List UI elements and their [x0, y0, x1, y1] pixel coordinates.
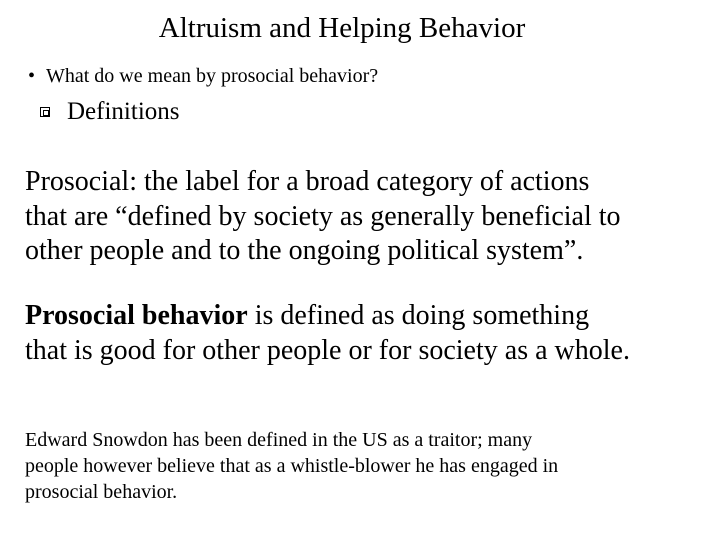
paragraph-line: people however believe that as a whistle-blower he has engaged in	[25, 455, 559, 477]
paragraph-line: Prosocial: the label for a broad category of actions	[25, 166, 590, 197]
prosocial-definition-paragraph	[25, 165, 715, 269]
paragraph-line: prosocial behavior.	[25, 481, 178, 503]
paragraph-line: that is good for other people or for society as a whole.	[25, 335, 630, 366]
paragraph-line	[25, 298, 715, 333]
bullet-item	[28, 63, 378, 89]
slide-title: Altruism and Helping Behavior	[158, 12, 526, 44]
bullet-marker: •	[28, 65, 36, 87]
paragraph-text: is defined as doing something	[247, 300, 590, 331]
snowdon-example-paragraph	[25, 427, 715, 505]
sub-bullet-text: Definitions	[67, 98, 180, 125]
paragraph-line: Edward Snowdon has been defined in the US as a traitor; many	[25, 429, 533, 451]
boxed-square-icon	[40, 107, 50, 117]
prosocial-behavior-paragraph	[25, 298, 715, 368]
bold-term: Prosocial behavior	[25, 300, 248, 331]
paragraph-line: other people and to the ongoing political system”.	[25, 235, 584, 266]
paragraph-line: that are “defined by society as generally beneficial to	[25, 200, 621, 232]
bullet-text: What do we mean by prosocial behavior?	[46, 65, 379, 87]
